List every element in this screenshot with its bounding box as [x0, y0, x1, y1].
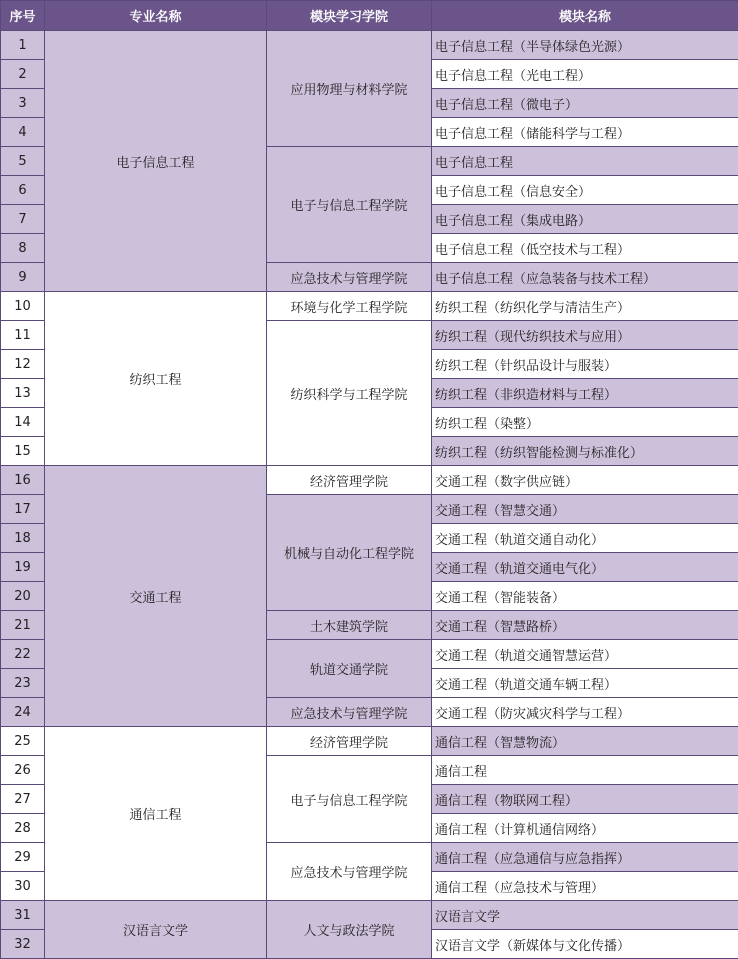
- module-cell: 通信工程（物联网工程）: [432, 785, 738, 814]
- college-cell: 纺织科学与工程学院: [267, 321, 432, 466]
- row-no: 28: [1, 814, 45, 843]
- college-cell: 环境与化学工程学院: [267, 292, 432, 321]
- major-cell: 通信工程: [45, 727, 267, 901]
- row-no: 15: [1, 437, 45, 466]
- module-cell: 电子信息工程（应急装备与技术工程）: [432, 263, 738, 292]
- major-cell: 汉语言文学: [45, 901, 267, 959]
- college-cell: 人文与政法学院: [267, 901, 432, 959]
- table-row: [1, 901, 738, 930]
- row-no: 22: [1, 640, 45, 669]
- row-no: 8: [1, 234, 45, 263]
- module-cell: 交通工程（轨道交通智慧运营）: [432, 640, 738, 669]
- module-cell: 交通工程（防灾减灾科学与工程）: [432, 698, 738, 727]
- row-no: 17: [1, 495, 45, 524]
- module-cell: 纺织工程（纺织智能检测与标准化）: [432, 437, 738, 466]
- row-no: 5: [1, 147, 45, 176]
- row-no: 23: [1, 669, 45, 698]
- college-cell: 经济管理学院: [267, 727, 432, 756]
- row-no: 16: [1, 466, 45, 495]
- major-cell: 纺织工程: [45, 292, 267, 466]
- row-no: 26: [1, 756, 45, 785]
- module-cell: 电子信息工程: [432, 147, 738, 176]
- header-no: 序号: [1, 1, 45, 31]
- row-no: 21: [1, 611, 45, 640]
- module-cell: 电子信息工程（微电子）: [432, 89, 738, 118]
- module-cell: 交通工程（轨道交通自动化）: [432, 524, 738, 553]
- module-cell: 汉语言文学: [432, 901, 738, 930]
- row-no: 30: [1, 872, 45, 901]
- college-cell: 经济管理学院: [267, 466, 432, 495]
- table-row: [1, 292, 738, 321]
- module-cell: 纺织工程（纺织化学与清洁生产）: [432, 292, 738, 321]
- module-cell: 纺织工程（染整）: [432, 408, 738, 437]
- module-cell: 通信工程: [432, 756, 738, 785]
- module-cell: 交通工程（智慧路桥）: [432, 611, 738, 640]
- college-cell: 电子与信息工程学院: [267, 147, 432, 263]
- module-cell: 电子信息工程（集成电路）: [432, 205, 738, 234]
- header-major: 专业名称: [45, 1, 267, 31]
- module-cell: 交通工程（轨道交通车辆工程）: [432, 669, 738, 698]
- table-row: [1, 31, 738, 60]
- college-cell: 电子与信息工程学院: [267, 756, 432, 843]
- row-no: 27: [1, 785, 45, 814]
- module-cell: 汉语言文学（新媒体与文化传播）: [432, 930, 738, 959]
- row-no: 7: [1, 205, 45, 234]
- row-no: 11: [1, 321, 45, 350]
- college-cell: 应用物理与材料学院: [267, 31, 432, 147]
- college-cell: 应急技术与管理学院: [267, 843, 432, 901]
- row-no: 13: [1, 379, 45, 408]
- row-no: 1: [1, 31, 45, 60]
- module-cell: 电子信息工程（半导体绿色光源）: [432, 31, 738, 60]
- college-cell: 应急技术与管理学院: [267, 698, 432, 727]
- row-no: 29: [1, 843, 45, 872]
- module-cell: 通信工程（应急技术与管理）: [432, 872, 738, 901]
- row-no: 9: [1, 263, 45, 292]
- module-cell: 交通工程（数字供应链）: [432, 466, 738, 495]
- table-row: [1, 466, 738, 495]
- college-cell: 应急技术与管理学院: [267, 263, 432, 292]
- row-no: 12: [1, 350, 45, 379]
- row-no: 10: [1, 292, 45, 321]
- module-cell: 纺织工程（针织品设计与服装）: [432, 350, 738, 379]
- row-no: 14: [1, 408, 45, 437]
- module-cell: 电子信息工程（低空技术与工程）: [432, 234, 738, 263]
- module-cell: 纺织工程（现代纺织技术与应用）: [432, 321, 738, 350]
- row-no: 2: [1, 60, 45, 89]
- row-no: 18: [1, 524, 45, 553]
- row-no: 6: [1, 176, 45, 205]
- module-cell: 通信工程（计算机通信网络）: [432, 814, 738, 843]
- row-no: 20: [1, 582, 45, 611]
- header-module: 模块名称: [432, 1, 738, 31]
- table-header-row: [1, 1, 738, 31]
- module-cell: 纺织工程（非织造材料与工程）: [432, 379, 738, 408]
- table-row: [1, 727, 738, 756]
- college-cell: 机械与自动化工程学院: [267, 495, 432, 611]
- header-college: 模块学习学院: [267, 1, 432, 31]
- module-cell: 交通工程（智能装备）: [432, 582, 738, 611]
- major-cell: 交通工程: [45, 466, 267, 727]
- module-cell: 交通工程（轨道交通电气化）: [432, 553, 738, 582]
- row-no: 25: [1, 727, 45, 756]
- module-cell: 通信工程（应急通信与应急指挥）: [432, 843, 738, 872]
- module-cell: 电子信息工程（光电工程）: [432, 60, 738, 89]
- row-no: 31: [1, 901, 45, 930]
- module-cell: 通信工程（智慧物流）: [432, 727, 738, 756]
- module-cell: 电子信息工程（储能科学与工程）: [432, 118, 738, 147]
- row-no: 19: [1, 553, 45, 582]
- major-cell: 电子信息工程: [45, 31, 267, 292]
- row-no: 3: [1, 89, 45, 118]
- module-cell: 交通工程（智慧交通）: [432, 495, 738, 524]
- row-no: 24: [1, 698, 45, 727]
- college-cell: 轨道交通学院: [267, 640, 432, 698]
- row-no: 32: [1, 930, 45, 959]
- module-cell: 电子信息工程（信息安全）: [432, 176, 738, 205]
- row-no: 4: [1, 118, 45, 147]
- college-cell: 土木建筑学院: [267, 611, 432, 640]
